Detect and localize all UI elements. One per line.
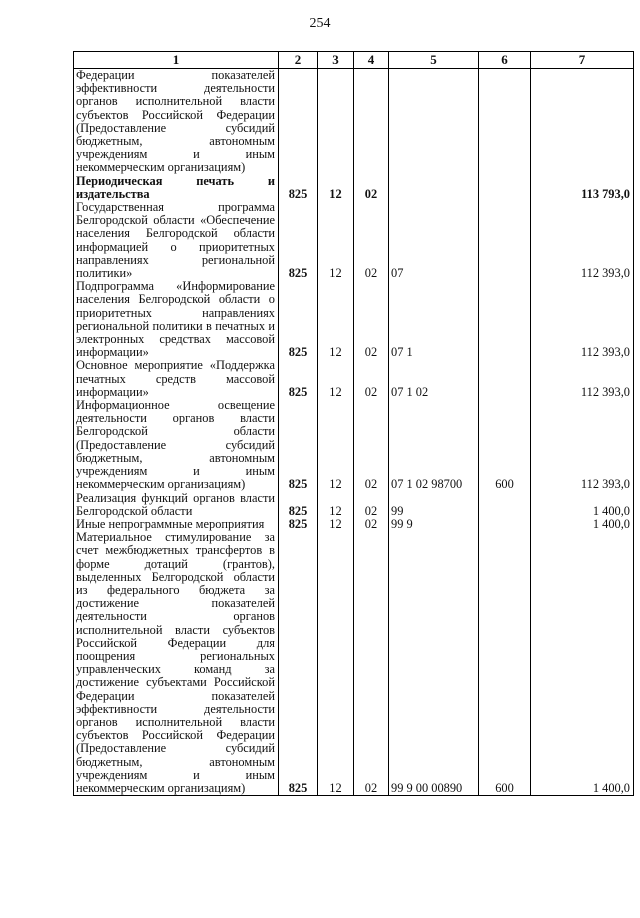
column-header: 4	[354, 52, 389, 69]
target-article-cell: 07 1 02	[389, 359, 479, 399]
ministry-code-cell: 825	[279, 399, 318, 491]
section-code-cell: 12	[318, 280, 354, 359]
target-article-cell: 99 9	[389, 518, 479, 531]
ministry-code-cell: 825	[279, 492, 318, 518]
amount-cell: 1 400,0	[531, 518, 634, 531]
target-article-cell	[389, 175, 479, 201]
subsection-code-cell: 02	[354, 492, 389, 518]
column-header: 7	[531, 52, 634, 69]
table-row	[74, 175, 634, 201]
section-code-cell	[318, 69, 354, 175]
expense-type-cell	[479, 492, 531, 518]
amount-cell: 112 393,0	[531, 201, 634, 280]
table-row	[74, 280, 634, 359]
ministry-code-cell: 825	[279, 518, 318, 531]
row-name-cell: Материальное стимулирование за счет межбюджетных трансфертов в форме дотаций (грантов), выделенных Белгородской области из федерального бюджета за достижение показателей деятельности органов исполнительной власти субъектов Российской Федерации для поощрения региональных управленческих команд за достижение субъектами Российской Федерации показателей эффективности деятельности органов исполнительной власти субъектов Российской Федерации (Предоставление субсидий бюджетным, автономным учреждениям и иным некоммерческим организациям)	[74, 531, 279, 796]
table-header-row	[74, 52, 634, 69]
subsection-code-cell: 02	[354, 201, 389, 280]
amount-cell	[531, 69, 634, 175]
amount-cell: 112 393,0	[531, 399, 634, 491]
subsection-code-cell: 02	[354, 280, 389, 359]
section-code-cell: 12	[318, 201, 354, 280]
row-name-cell: Реализация функций органов власти Белгородской области	[74, 492, 279, 518]
table-row	[74, 399, 634, 491]
ministry-code-cell: 825	[279, 201, 318, 280]
subsection-code-cell	[354, 69, 389, 175]
ministry-code-cell	[279, 69, 318, 175]
section-code-cell: 12	[318, 531, 354, 796]
ministry-code-cell: 825	[279, 359, 318, 399]
table-row	[74, 531, 634, 796]
section-code-cell: 12	[318, 399, 354, 491]
row-name-cell: Основное мероприятие «Поддержка печатных средств массовой информации»	[74, 359, 279, 399]
expense-type-cell	[479, 359, 531, 399]
expense-type-cell: 600	[479, 531, 531, 796]
expense-type-cell	[479, 518, 531, 531]
row-name-cell: Подпрограмма «Информирование населения Белгородской области о приоритетных направлениях региональной политики в печатных и электронных средствах массовой информации»	[74, 280, 279, 359]
subsection-code-cell: 02	[354, 175, 389, 201]
page-number: 254	[309, 16, 331, 31]
expense-type-cell	[479, 69, 531, 175]
target-article-cell: 07	[389, 201, 479, 280]
target-article-cell: 99 9 00 00890	[389, 531, 479, 796]
row-name-cell: Информационное освещение деятельности органов власти Белгородской области (Предоставление субсидий бюджетным, автономным учреждениям и иным некоммерческим организациям)	[74, 399, 279, 491]
expense-type-cell	[479, 201, 531, 280]
section-code-cell: 12	[318, 492, 354, 518]
target-article-cell: 99	[389, 492, 479, 518]
table-row	[74, 69, 634, 175]
row-name-cell: Периодическая печать и издательства	[74, 175, 279, 201]
amount-cell: 1 400,0	[531, 531, 634, 796]
amount-cell: 113 793,0	[531, 175, 634, 201]
table-row	[74, 359, 634, 399]
amount-cell: 112 393,0	[531, 359, 634, 399]
expense-type-cell	[479, 280, 531, 359]
table-row	[74, 492, 634, 518]
section-code-cell: 12	[318, 359, 354, 399]
row-name-cell: Иные непрограммные мероприятия	[74, 518, 279, 531]
amount-cell: 1 400,0	[531, 492, 634, 518]
ministry-code-cell: 825	[279, 175, 318, 201]
column-header: 2	[279, 52, 318, 69]
subsection-code-cell: 02	[354, 531, 389, 796]
budget-table	[73, 51, 634, 796]
section-code-cell: 12	[318, 518, 354, 531]
column-header: 3	[318, 52, 354, 69]
target-article-cell: 07 1 02 98700	[389, 399, 479, 491]
expense-type-cell	[479, 175, 531, 201]
ministry-code-cell: 825	[279, 531, 318, 796]
expense-type-cell: 600	[479, 399, 531, 491]
row-name-cell: Федерации показателей эффективности деятельности органов исполнительной власти субъектов Российской Федерации (Предоставление субсидий бюджетным, автономным учреждениям и иным некоммерческим организациям)	[74, 69, 279, 175]
subsection-code-cell: 02	[354, 399, 389, 491]
section-code-cell: 12	[318, 175, 354, 201]
subsection-code-cell: 02	[354, 359, 389, 399]
ministry-code-cell: 825	[279, 280, 318, 359]
row-name-cell: Государственная программа Белгородской области «Обеспечение населения Белгородской области информацией о приоритетных направлениях региональной политики»	[74, 201, 279, 280]
target-article-cell: 07 1	[389, 280, 479, 359]
table-row	[74, 201, 634, 280]
amount-cell: 112 393,0	[531, 280, 634, 359]
subsection-code-cell: 02	[354, 518, 389, 531]
column-header: 1	[74, 52, 279, 69]
target-article-cell	[389, 69, 479, 175]
column-header: 6	[479, 52, 531, 69]
column-header: 5	[389, 52, 479, 69]
